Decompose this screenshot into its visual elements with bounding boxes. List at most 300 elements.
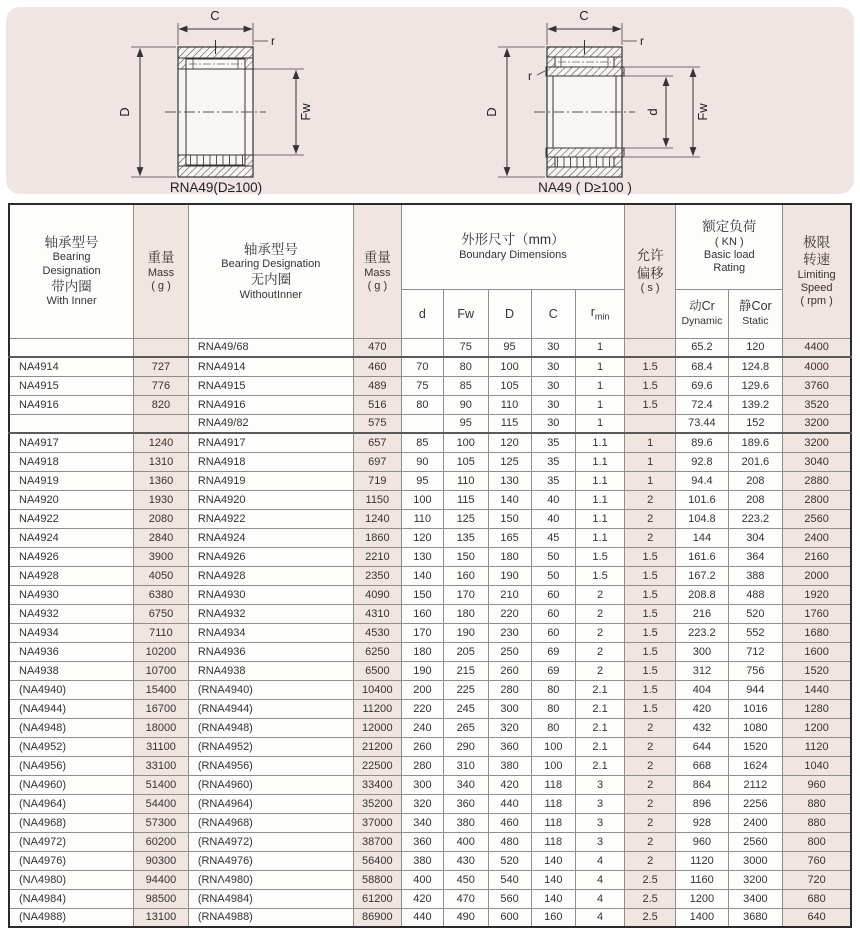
dynamic-load-cr: 216 [676, 604, 728, 623]
designation-without-inner: (RNA4944) [188, 699, 353, 718]
limiting-speed: 2000 [783, 566, 851, 585]
dim-rmin: 3 [576, 794, 625, 813]
mass-without-inner: 489 [353, 376, 401, 395]
header-static-load [728, 289, 783, 338]
dynamic-load-cr: 668 [676, 756, 728, 775]
dim-D: 210 [488, 585, 531, 604]
designation-with-inner: NA4928 [9, 566, 134, 585]
dim-D: 150 [488, 509, 531, 528]
dim-D: 190 [488, 566, 531, 585]
header-dim-c: C [531, 289, 576, 338]
limiting-speed: 1920 [783, 585, 851, 604]
misalignment-s: 2 [624, 832, 675, 851]
static-load-cor: 364 [728, 547, 783, 566]
dim-d: 130 [401, 547, 443, 566]
static-load-cor: 208 [728, 471, 783, 490]
designation-with-inner: (NΛ4980) [9, 870, 134, 889]
mass-without-inner: 35200 [353, 794, 401, 813]
designation-with-inner: (NA4972) [9, 832, 134, 851]
header-with-inner-en2: Designation [42, 264, 101, 277]
dim-D: 130 [488, 471, 531, 490]
designation-without-inner: RNA4920 [188, 490, 353, 509]
designation-with-inner [9, 338, 134, 357]
misalignment-s: 2.5 [624, 908, 675, 927]
misalignment-s: 1.5 [624, 585, 675, 604]
limiting-speed: 1680 [783, 623, 851, 642]
static-load-cor: 1520 [728, 737, 783, 756]
static-load-cor: 223.2 [728, 509, 783, 528]
dim-C: 160 [531, 908, 576, 927]
static-load-cor: 120 [728, 338, 783, 357]
dim-rmin: 4 [576, 851, 625, 870]
dim-fw: 360 [443, 794, 488, 813]
dim-d [401, 414, 443, 433]
mass-with-inner [134, 338, 189, 357]
designation-without-inner: RNA4922 [188, 509, 353, 528]
misalignment-s: 2 [624, 737, 675, 756]
mass-with-inner: 1310 [134, 452, 189, 471]
dim-label-r-left: r [528, 69, 532, 83]
designation-without-inner: RNA4932 [188, 604, 353, 623]
dim-label-small-d: d [645, 108, 660, 116]
limiting-speed: 1040 [783, 756, 851, 775]
designation-without-inner: RNA4930 [188, 585, 353, 604]
designation-with-inner: NA4924 [9, 528, 134, 547]
dim-C: 60 [531, 604, 576, 623]
dynamic-load-cr: 89.6 [676, 433, 728, 452]
dim-d: 440 [401, 908, 443, 927]
dim-C: 40 [531, 490, 576, 509]
static-load-cor: 756 [728, 661, 783, 680]
dim-C: 30 [531, 338, 576, 357]
dim-rmin: 1 [576, 338, 625, 357]
dim-C: 100 [531, 737, 576, 756]
mass-without-inner: 460 [353, 357, 401, 376]
mass-with-inner: 57300 [134, 813, 189, 832]
designation-without-inner: (RNA4960) [188, 775, 353, 794]
designation-without-inner: RNA4938 [188, 661, 353, 680]
dynamic-load-cr: 928 [676, 813, 728, 832]
header-misalignment-unit: ( s ) [640, 282, 660, 295]
rna49-drawing [73, 7, 413, 197]
dim-fw: 100 [443, 433, 488, 452]
limiting-speed: 1280 [783, 699, 851, 718]
static-load-cor: 1080 [728, 718, 783, 737]
designation-without-inner: RNA4919 [188, 471, 353, 490]
dim-D: 180 [488, 547, 531, 566]
table-row [9, 547, 851, 566]
dim-d: 420 [401, 889, 443, 908]
dim-d: 120 [401, 528, 443, 547]
dim-rmin: 1.1 [576, 471, 625, 490]
mass-with-inner: 90300 [134, 851, 189, 870]
designation-without-inner: RNA49/82 [188, 414, 353, 433]
header-load-zh: 额定负荷 [702, 219, 757, 235]
designation-with-inner: NA4926 [9, 547, 134, 566]
mass-with-inner: 1240 [134, 433, 189, 452]
mass-with-inner: 18000 [134, 718, 189, 737]
spec-table-body [9, 338, 851, 927]
dynamic-load-cr: 432 [676, 718, 728, 737]
dim-fw: 180 [443, 604, 488, 623]
dim-label-r: r [271, 34, 275, 48]
table-row [9, 471, 851, 490]
header-static-zh: 静Cor [739, 299, 772, 314]
static-load-cor: 129.6 [728, 376, 783, 395]
dynamic-load-cr: 960 [676, 832, 728, 851]
header-dim-fw: Fw [443, 289, 488, 338]
dim-C: 40 [531, 509, 576, 528]
dynamic-load-cr: 896 [676, 794, 728, 813]
dynamic-load-cr: 69.6 [676, 376, 728, 395]
misalignment-s: 1.5 [624, 604, 675, 623]
dynamic-load-cr: 1160 [676, 870, 728, 889]
misalignment-s: 2 [624, 509, 675, 528]
dim-rmin: 2 [576, 585, 625, 604]
header-dim-big-d: D [488, 289, 531, 338]
static-load-cor: 3400 [728, 889, 783, 908]
dim-fw: 310 [443, 756, 488, 775]
designation-without-inner: RNA49/68 [188, 338, 353, 357]
dim-D: 105 [488, 376, 531, 395]
dim-d: 160 [401, 604, 443, 623]
mass-with-inner: 7110 [134, 623, 189, 642]
dim-rmin: 2.1 [576, 756, 625, 775]
static-load-cor: 388 [728, 566, 783, 585]
table-row [9, 870, 851, 889]
limiting-speed: 1440 [783, 680, 851, 699]
static-load-cor: 201.6 [728, 452, 783, 471]
static-load-cor: 304 [728, 528, 783, 547]
header-dim-d: d [401, 289, 443, 338]
dim-C: 69 [531, 642, 576, 661]
dim-fw: 190 [443, 623, 488, 642]
header-speed-en2: Speed [800, 282, 833, 295]
designation-without-inner: RNA4936 [188, 642, 353, 661]
dim-fw: 95 [443, 414, 488, 433]
table-row [9, 661, 851, 680]
dim-D: 140 [488, 490, 531, 509]
header-dynamic-en: Dynamic [681, 315, 723, 328]
dynamic-load-cr: 420 [676, 699, 728, 718]
header-mass1-unit: ( g ) [151, 280, 171, 293]
table-row [9, 908, 851, 927]
dynamic-load-cr: 167.2 [676, 566, 728, 585]
table-row [9, 756, 851, 775]
dim-rmin: 2.1 [576, 737, 625, 756]
designation-without-inner: RNA4918 [188, 452, 353, 471]
misalignment-s: 2 [624, 813, 675, 832]
dim-fw: 75 [443, 338, 488, 357]
dim-fw: 125 [443, 509, 488, 528]
spec-table-wrapper [8, 203, 852, 928]
mass-without-inner: 657 [353, 433, 401, 452]
misalignment-s: 1.5 [624, 547, 675, 566]
limiting-speed: 680 [783, 889, 851, 908]
dim-D: 120 [488, 433, 531, 452]
static-load-cor: 1016 [728, 699, 783, 718]
designation-with-inner: (NA4964) [9, 794, 134, 813]
limiting-speed: 4400 [783, 338, 851, 357]
dim-d: 90 [401, 452, 443, 471]
dim-fw: 85 [443, 376, 488, 395]
mass-with-inner: 60200 [134, 832, 189, 851]
dim-D: 460 [488, 813, 531, 832]
misalignment-s: 1.5 [624, 376, 675, 395]
designation-with-inner: (NA4956) [9, 756, 134, 775]
header-misalignment-zh1: 允许 [636, 248, 664, 264]
designation-with-inner: NA4916 [9, 395, 134, 414]
dim-C: 80 [531, 680, 576, 699]
header-load-en2: Rating [713, 262, 746, 275]
dynamic-load-cr: 94.4 [676, 471, 728, 490]
dim-fw: 170 [443, 585, 488, 604]
dim-rmin: 4 [576, 908, 625, 927]
dynamic-load-cr: 1400 [676, 908, 728, 927]
dim-label-c: C [579, 8, 589, 23]
dim-D: 165 [488, 528, 531, 547]
mass-without-inner: 719 [353, 471, 401, 490]
diagram-caption-na49: NA49 ( D≥100 ) [538, 180, 632, 195]
header-mass2-unit: ( g ) [367, 280, 388, 293]
header-speed-zh2: 转速 [803, 252, 831, 268]
designation-with-inner: (NA4968) [9, 813, 134, 832]
header-static-en: Static [742, 315, 769, 328]
dim-rmin: 2.1 [576, 699, 625, 718]
dynamic-load-cr: 644 [676, 737, 728, 756]
mass-without-inner: 21200 [353, 737, 401, 756]
limiting-speed: 1600 [783, 642, 851, 661]
dim-d: 190 [401, 661, 443, 680]
misalignment-s: 2.5 [624, 889, 675, 908]
table-row [9, 433, 851, 452]
dim-C: 60 [531, 585, 576, 604]
dim-d: 280 [401, 756, 443, 775]
limiting-speed: 3200 [783, 433, 851, 452]
header-without-inner-zh2: 无内圈 [250, 272, 292, 288]
dim-D: 250 [488, 642, 531, 661]
dim-d: 320 [401, 794, 443, 813]
dim-D: 125 [488, 452, 531, 471]
dim-d: 180 [401, 642, 443, 661]
static-load-cor: 3000 [728, 851, 783, 870]
misalignment-s: 2 [624, 851, 675, 870]
dim-d: 400 [401, 870, 443, 889]
dim-C: 140 [531, 851, 576, 870]
designation-without-inner: (RNA4968) [188, 813, 353, 832]
dim-d: 100 [401, 490, 443, 509]
static-load-cor: 124.8 [728, 357, 783, 376]
dynamic-load-cr: 1120 [676, 851, 728, 870]
dim-d: 200 [401, 680, 443, 699]
mass-without-inner: 516 [353, 395, 401, 414]
mass-with-inner: 10700 [134, 661, 189, 680]
limiting-speed: 640 [783, 908, 851, 927]
mass-without-inner: 6500 [353, 661, 401, 680]
table-row [9, 623, 851, 642]
designation-with-inner: NA4936 [9, 642, 134, 661]
misalignment-s: 2 [624, 528, 675, 547]
header-limiting-speed [783, 204, 851, 338]
mass-without-inner: 12000 [353, 718, 401, 737]
dim-fw: 245 [443, 699, 488, 718]
static-load-cor: 2112 [728, 775, 783, 794]
misalignment-s: 1.5 [624, 680, 675, 699]
designation-without-inner: (RNA4976) [188, 851, 353, 870]
dynamic-load-cr: 72.4 [676, 395, 728, 414]
mass-with-inner: 2840 [134, 528, 189, 547]
dim-d: 240 [401, 718, 443, 737]
dim-D: 540 [488, 870, 531, 889]
dim-C: 45 [531, 528, 576, 547]
dynamic-load-cr: 864 [676, 775, 728, 794]
dim-fw: 340 [443, 775, 488, 794]
dim-C: 80 [531, 699, 576, 718]
dim-D: 100 [488, 357, 531, 376]
table-row [9, 851, 851, 870]
dim-fw: 135 [443, 528, 488, 547]
misalignment-s: 2 [624, 490, 675, 509]
mass-without-inner: 4530 [353, 623, 401, 642]
dim-C: 118 [531, 832, 576, 851]
mass-with-inner: 31100 [134, 737, 189, 756]
dim-D: 230 [488, 623, 531, 642]
header-boundary-dimensions [401, 204, 624, 289]
dim-rmin: 1 [576, 376, 625, 395]
dim-fw: 160 [443, 566, 488, 585]
designation-with-inner: NA4930 [9, 585, 134, 604]
static-load-cor: 2560 [728, 832, 783, 851]
dim-fw: 225 [443, 680, 488, 699]
designation-with-inner: (NA4944) [9, 699, 134, 718]
dim-label-fw: Fw [695, 103, 710, 121]
dim-d: 380 [401, 851, 443, 870]
header-speed-zh1: 极限 [803, 234, 831, 250]
dim-D: 320 [488, 718, 531, 737]
table-row [9, 509, 851, 528]
dim-C: 118 [531, 813, 576, 832]
dim-d: 80 [401, 395, 443, 414]
dim-d [401, 338, 443, 357]
designation-without-inner: (RNA4972) [188, 832, 353, 851]
rna49-cross-section-diagram [73, 7, 413, 202]
mass-without-inner: 61200 [353, 889, 401, 908]
dim-rmin: 2 [576, 623, 625, 642]
dim-rmin: 3 [576, 832, 625, 851]
mass-with-inner: 820 [134, 395, 189, 414]
dim-rmin: 3 [576, 775, 625, 794]
na49-cross-section-diagram [427, 7, 787, 202]
limiting-speed: 880 [783, 794, 851, 813]
table-row [9, 376, 851, 395]
mass-with-inner: 98500 [134, 889, 189, 908]
mass-with-inner: 16700 [134, 699, 189, 718]
dynamic-load-cr: 92.8 [676, 452, 728, 471]
table-row [9, 528, 851, 547]
limiting-speed: 2880 [783, 471, 851, 490]
dim-rmin: 1.1 [576, 433, 625, 452]
dim-d: 110 [401, 509, 443, 528]
dim-C: 30 [531, 376, 576, 395]
dim-label-big-d: D [117, 107, 132, 117]
mass-without-inner: 58800 [353, 870, 401, 889]
header-load-en1: Basic load [703, 248, 755, 261]
static-load-cor: 3200 [728, 870, 783, 889]
misalignment-s: 1 [624, 452, 675, 471]
header-mass1-en: Mass [147, 266, 175, 279]
dim-D: 110 [488, 395, 531, 414]
header-with-inner-zh2: 带内圈 [51, 278, 92, 294]
mass-with-inner: 15400 [134, 680, 189, 699]
designation-with-inner: NA4917 [9, 433, 134, 452]
dim-fw: 450 [443, 870, 488, 889]
dim-D: 260 [488, 661, 531, 680]
dim-rmin: 2.1 [576, 718, 625, 737]
designation-without-inner: RNA4928 [188, 566, 353, 585]
header-mass1-zh: 重量 [147, 250, 175, 266]
table-row [9, 699, 851, 718]
table-row [9, 585, 851, 604]
limiting-speed: 2160 [783, 547, 851, 566]
dim-C: 140 [531, 870, 576, 889]
mass-without-inner: 86900 [353, 908, 401, 927]
mass-with-inner [134, 414, 189, 433]
dim-d: 260 [401, 737, 443, 756]
dim-fw: 150 [443, 547, 488, 566]
dim-rmin: 1 [576, 395, 625, 414]
dim-rmin: 2 [576, 604, 625, 623]
mass-without-inner: 2210 [353, 547, 401, 566]
designation-without-inner: (RNA4988) [188, 908, 353, 927]
misalignment-s: 2 [624, 775, 675, 794]
table-row [9, 718, 851, 737]
mass-with-inner: 6380 [134, 585, 189, 604]
dim-D: 280 [488, 680, 531, 699]
dim-D: 360 [488, 737, 531, 756]
header-dynamic-load [676, 289, 728, 338]
dim-D: 380 [488, 756, 531, 775]
limiting-speed: 960 [783, 775, 851, 794]
header-without-inner-en2: WithoutInner [239, 288, 303, 301]
mass-without-inner: 4090 [353, 585, 401, 604]
designation-without-inner: RNA4917 [188, 433, 353, 452]
mass-without-inner: 6250 [353, 642, 401, 661]
static-load-cor: 1624 [728, 756, 783, 775]
dim-rmin: 1 [576, 414, 625, 433]
header-dynamic-zh: 动Cr [689, 299, 715, 314]
designation-with-inner: NA4919 [9, 471, 134, 490]
dynamic-load-cr: 208.8 [676, 585, 728, 604]
dim-d: 300 [401, 775, 443, 794]
static-load-cor: 3680 [728, 908, 783, 927]
limiting-speed: 800 [783, 832, 851, 851]
dim-fw: 80 [443, 357, 488, 376]
dim-D: 600 [488, 908, 531, 927]
dim-D: 300 [488, 699, 531, 718]
header-with-inner-zh: 轴承型号 [44, 234, 99, 250]
mass-with-inner: 54400 [134, 794, 189, 813]
dim-fw: 90 [443, 395, 488, 414]
dim-D: 220 [488, 604, 531, 623]
limiting-speed: 2400 [783, 528, 851, 547]
dim-rmin: 3 [576, 813, 625, 832]
designation-with-inner: (NA4940) [9, 680, 134, 699]
static-load-cor: 2256 [728, 794, 783, 813]
dynamic-load-cr: 104.8 [676, 509, 728, 528]
designation-with-inner: NA4934 [9, 623, 134, 642]
designation-with-inner: NA4915 [9, 376, 134, 395]
dim-C: 35 [531, 433, 576, 452]
